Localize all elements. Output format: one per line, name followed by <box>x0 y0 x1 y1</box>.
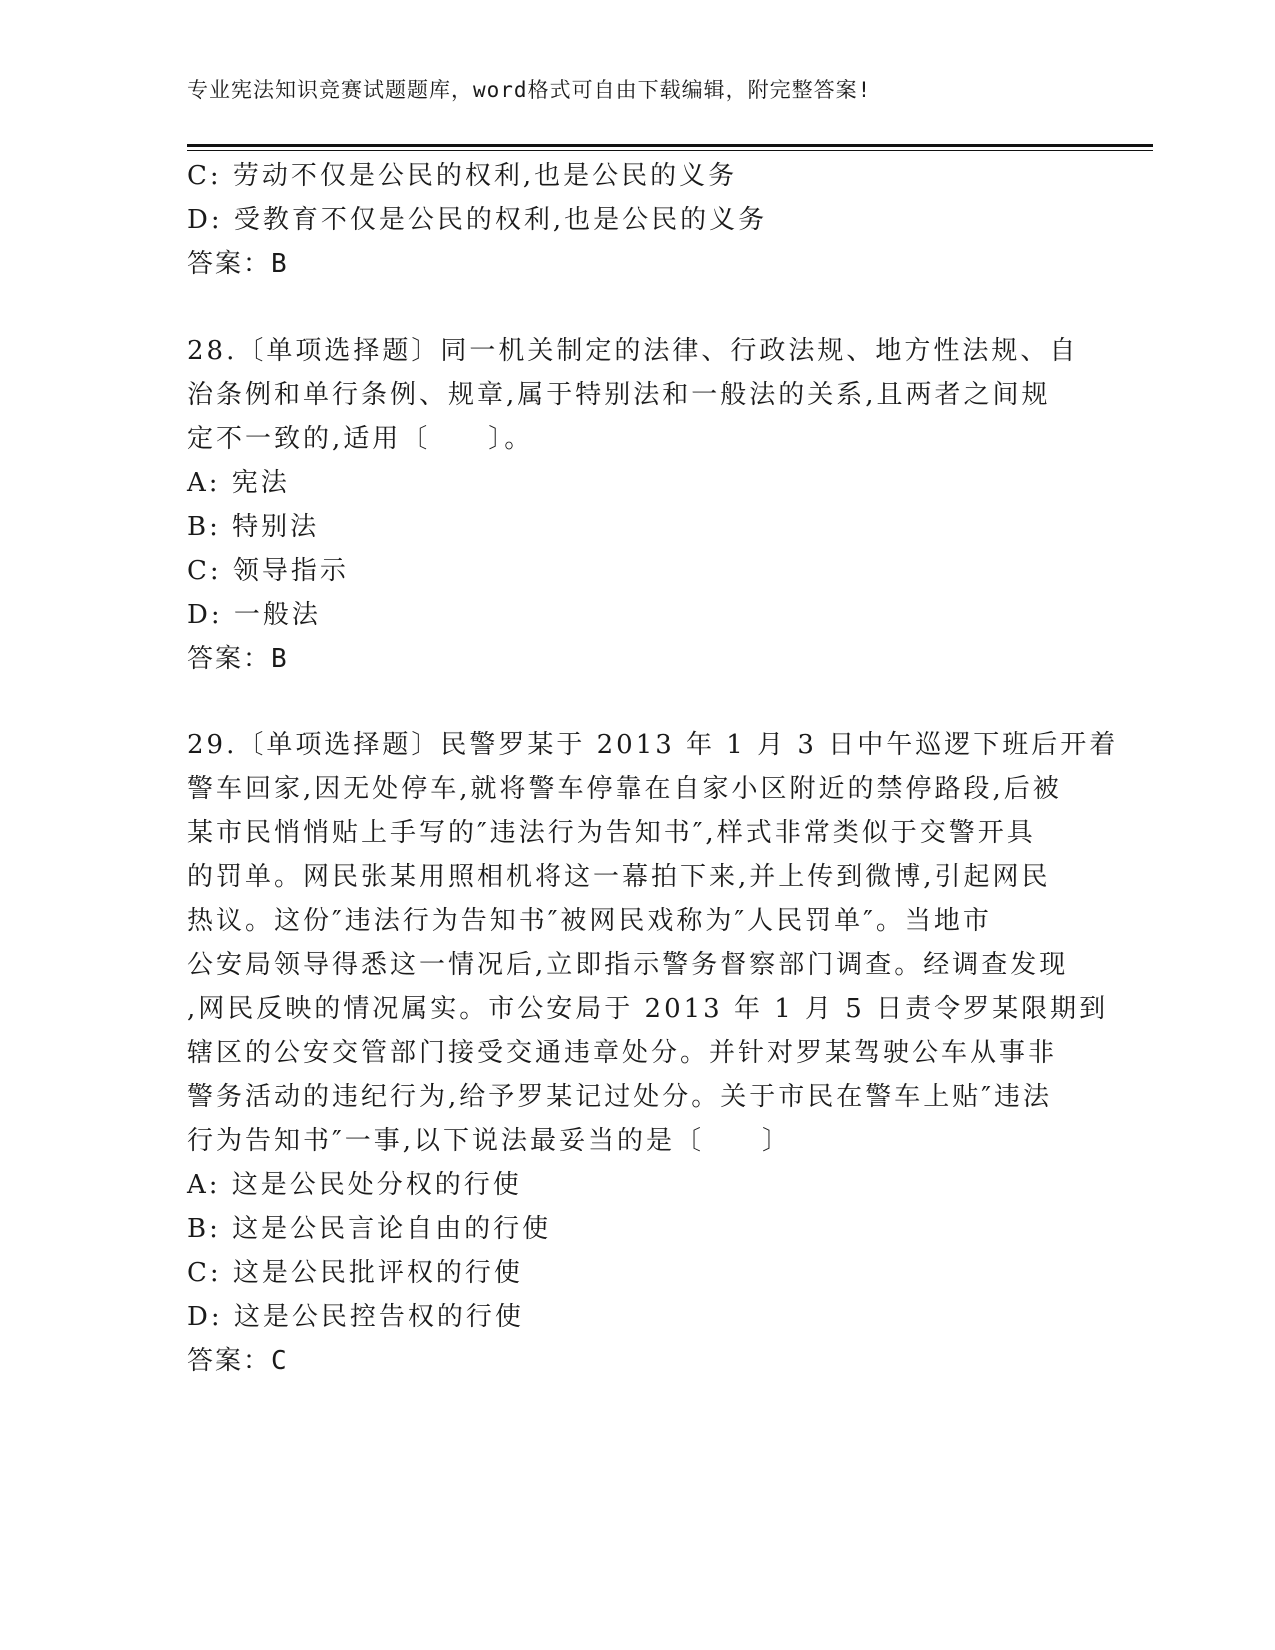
q29-stem-line-10: 行为告知书″一事,以下说法最妥当的是〔 〕 <box>187 1126 791 1156</box>
q29-stem-line-1: 29.〔单项选择题〕民警罗某于 2013 年 1 月 3 日中午巡逻下班后开着 <box>187 730 1119 760</box>
q28-answer: 答案：B <box>187 644 289 674</box>
q28-option-a: A: 宪法 <box>187 468 290 498</box>
q29-option-c: C: 这是公民批评权的行使 <box>187 1258 523 1288</box>
q28-option-c: C: 领导指示 <box>187 556 349 586</box>
q29-stem-line-8: 辖区的公安交管部门接受交通违章处分。并针对罗某驾驶公车从事非 <box>187 1038 1058 1068</box>
q29-stem-line-3: 某市民悄悄贴上手写的″违法行为告知书″,样式非常类似于交警开具 <box>187 818 1036 848</box>
page-header: 专业宪法知识竞赛试题题库，word格式可自由下载编辑，附完整答案! <box>187 78 872 102</box>
header-rule-thick <box>187 144 1153 147</box>
q28-option-d: D: 一般法 <box>187 600 321 630</box>
q29-option-a: A: 这是公民处分权的行使 <box>187 1170 522 1200</box>
q29-stem-line-7: ,网民反映的情况属实。市公安局于 2013 年 1 月 5 日责令罗某限期到 <box>187 994 1109 1024</box>
q28-stem-line-3: 定不一致的,适用〔 〕。 <box>187 424 534 454</box>
q29-stem-line-5: 热议。这份″违法行为告知书″被网民戏称为″人民罚单″。当地市 <box>187 906 992 936</box>
q28-stem-line-1: 28.〔单项选择题〕同一机关制定的法律、行政法规、地方性法规、自 <box>187 336 1079 366</box>
q29-answer: 答案：C <box>187 1346 289 1376</box>
q28-option-b: B: 特别法 <box>187 512 320 542</box>
header-rule-thin <box>187 150 1153 151</box>
q29-stem-line-9: 警务活动的违纪行为,给予罗某记过处分。关于市民在警车上贴″违法 <box>187 1082 1052 1112</box>
q29-option-d: D: 这是公民控告权的行使 <box>187 1302 524 1332</box>
q29-option-b: B: 这是公民言论自由的行使 <box>187 1214 552 1244</box>
prev-option-c: C: 劳动不仅是公民的权利,也是公民的义务 <box>187 161 738 191</box>
q29-stem-line-4: 的罚单。网民张某用照相机将这一幕拍下来,并上传到微博,引起网民 <box>187 862 1051 892</box>
q29-stem-line-2: 警车回家,因无处停车,就将警车停靠在自家小区附近的禁停路段,后被 <box>187 774 1062 804</box>
q29-stem-line-6: 公安局领导得悉这一情况后,立即指示警务督察部门调查。经调查发现 <box>187 950 1069 980</box>
prev-answer: 答案：B <box>187 249 289 279</box>
q28-stem-line-2: 治条例和单行条例、规章,属于特别法和一般法的关系,且两者之间规 <box>187 380 1051 410</box>
prev-option-d: D: 受教育不仅是公民的权利,也是公民的义务 <box>187 205 768 235</box>
